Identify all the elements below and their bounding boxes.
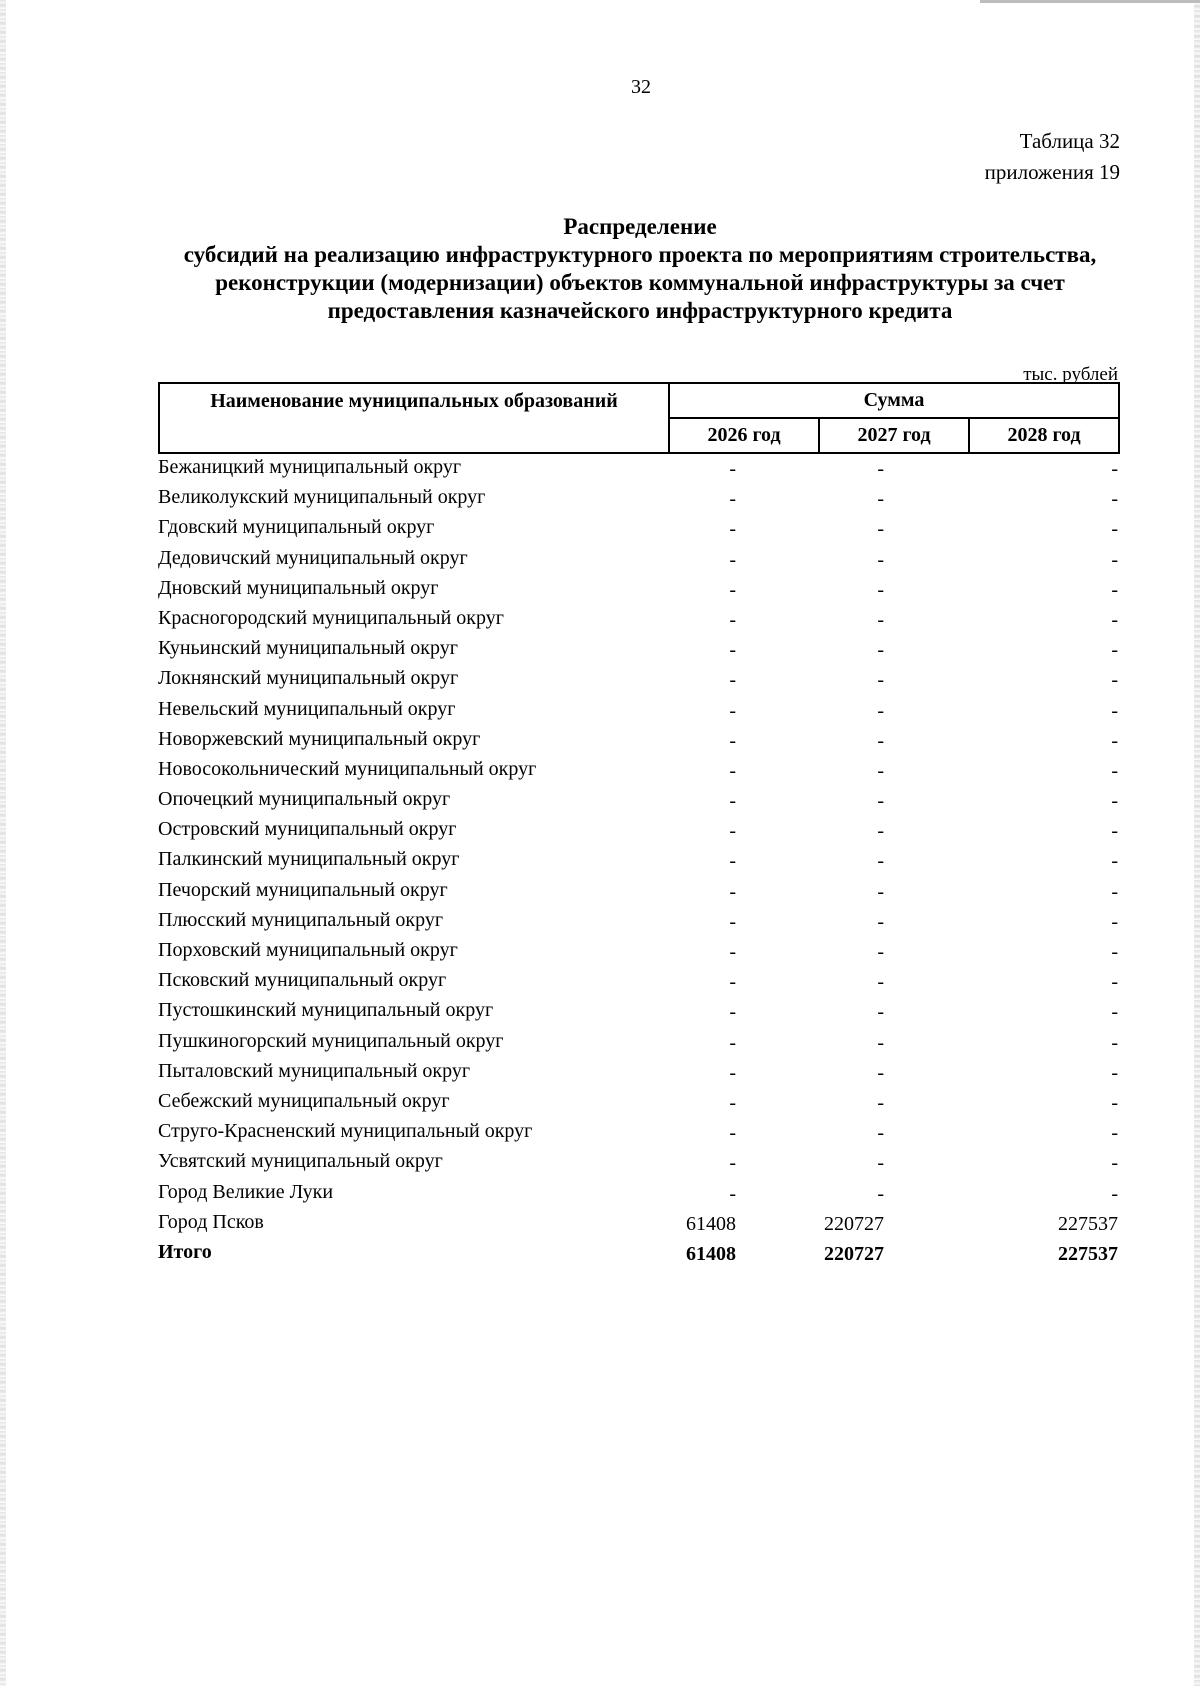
- value-2027: 220727: [824, 1212, 884, 1235]
- value-2028: -: [1111, 971, 1118, 994]
- municipality-name: Опочецкий муниципальный округ: [158, 788, 451, 811]
- value-2026: -: [729, 850, 736, 873]
- value-2028: -: [1111, 790, 1118, 813]
- value-2028: 227537: [1058, 1212, 1118, 1235]
- value-2027: -: [877, 790, 884, 813]
- table-row: [158, 937, 1120, 967]
- value-2026: -: [729, 1152, 736, 1175]
- municipality-name: Пушкиногорский муниципальный округ: [158, 1029, 504, 1052]
- table-row: [158, 1118, 1120, 1148]
- total-2028: 227537: [1058, 1242, 1118, 1265]
- value-2027: -: [877, 458, 884, 480]
- value-2027: -: [877, 941, 884, 963]
- value-2028: -: [1111, 548, 1118, 571]
- value-2026: -: [729, 1122, 736, 1145]
- value-2027: -: [877, 578, 884, 601]
- value-2026: -: [729, 548, 736, 571]
- value-2028: -: [1111, 759, 1118, 782]
- value-2026: -: [729, 1182, 736, 1205]
- value-2026: -: [729, 1001, 736, 1024]
- municipality-name: Куньинский муниципальный округ: [158, 637, 458, 660]
- municipality-name: Струго-Красненский муниципальный округ: [158, 1120, 533, 1143]
- value-2026: -: [729, 639, 736, 662]
- municipality-name: Дновский муниципальный округ: [158, 576, 439, 599]
- table-row: [158, 786, 1120, 816]
- title-line-3: реконструкции (модернизации) объектов коммунальной инфраструктуры за счет: [215, 270, 1065, 295]
- value-2027: -: [877, 880, 884, 903]
- table-row: [158, 1209, 1120, 1239]
- scan-edge-left: [0, 0, 6, 1686]
- value-2028: -: [1111, 1182, 1118, 1205]
- municipality-name: Город Псков: [158, 1210, 264, 1233]
- value-2027: -: [877, 1122, 884, 1145]
- value-2027: -: [877, 518, 884, 541]
- table-row: [158, 756, 1120, 786]
- table-total-row: [158, 1239, 1120, 1269]
- table-row: [158, 967, 1120, 997]
- value-2026: -: [729, 518, 736, 541]
- table-row: [158, 484, 1120, 514]
- header-year-2028: 2028 год: [1007, 424, 1081, 446]
- total-2026: 61408: [686, 1242, 736, 1265]
- municipality-name: Локнянский муниципальный округ: [158, 667, 459, 690]
- value-2026: -: [729, 759, 736, 782]
- total-label: Итого: [158, 1240, 212, 1263]
- value-2027: -: [877, 639, 884, 662]
- municipality-name: Пыталовский муниципальный округ: [158, 1059, 471, 1082]
- value-2027: -: [877, 608, 884, 631]
- value-2028: -: [1111, 488, 1118, 511]
- value-2026: -: [729, 608, 736, 631]
- table-reference: [985, 126, 1120, 188]
- table-row: [158, 605, 1120, 635]
- page-number: 32: [631, 76, 651, 98]
- table-row: [158, 907, 1120, 937]
- value-2028: -: [1111, 880, 1118, 903]
- value-2028: -: [1111, 820, 1118, 843]
- value-2027: -: [877, 699, 884, 722]
- value-2027: -: [877, 1001, 884, 1024]
- value-2026: -: [729, 458, 736, 480]
- value-2026: -: [729, 1061, 736, 1084]
- table-row: [158, 846, 1120, 876]
- value-2028: -: [1111, 1061, 1118, 1084]
- municipality-name: Псковский муниципальный округ: [158, 969, 447, 992]
- table-row: [158, 1088, 1120, 1118]
- table-row: [158, 454, 1120, 484]
- value-2028: -: [1111, 639, 1118, 662]
- value-2028: -: [1111, 1001, 1118, 1024]
- table-row: [158, 997, 1120, 1027]
- value-2026: -: [729, 971, 736, 994]
- municipality-name: Красногородский муниципальный округ: [158, 606, 504, 629]
- value-2027: -: [877, 850, 884, 873]
- value-2028: -: [1111, 669, 1118, 692]
- municipality-name: Усвятский муниципальный округ: [158, 1150, 443, 1173]
- value-2026: -: [729, 820, 736, 843]
- table-row: [158, 665, 1120, 695]
- value-2028: -: [1111, 850, 1118, 873]
- value-2027: -: [877, 820, 884, 843]
- scan-edge-top: [980, 0, 1200, 3]
- municipality-name: Себежский муниципальный округ: [158, 1089, 450, 1112]
- value-2028: -: [1111, 699, 1118, 722]
- municipality-name: Порховский муниципальный округ: [158, 939, 458, 961]
- municipality-name: Бежаницкий муниципальный округ: [158, 456, 462, 478]
- value-2026: -: [729, 669, 736, 692]
- table-body: [158, 454, 1120, 1239]
- municipality-name: Гдовский муниципальный округ: [158, 516, 435, 539]
- table-row: [158, 1058, 1120, 1088]
- value-2027: -: [877, 548, 884, 571]
- title-line-1: Распределение: [563, 214, 717, 239]
- table-row: [158, 545, 1120, 575]
- value-2027: -: [877, 1091, 884, 1114]
- value-2026: -: [729, 1091, 736, 1114]
- value-2027: -: [877, 488, 884, 511]
- table-row: [158, 696, 1120, 726]
- municipality-name: Печорский муниципальный округ: [158, 878, 448, 901]
- value-2026: -: [729, 790, 736, 813]
- value-2026: 61408: [686, 1212, 736, 1235]
- value-2028: -: [1111, 1122, 1118, 1145]
- table-row: [158, 816, 1120, 846]
- scan-edge-right: [1194, 0, 1200, 1686]
- value-2027: -: [877, 669, 884, 692]
- value-2027: -: [877, 1182, 884, 1205]
- value-2026: -: [729, 488, 736, 511]
- value-2028: -: [1111, 729, 1118, 752]
- table-row: [158, 1148, 1120, 1178]
- municipality-name: Островский муниципальный округ: [158, 818, 457, 841]
- table-label: Таблица 32: [1019, 129, 1120, 153]
- municipality-name: Палкинский муниципальный округ: [158, 848, 460, 871]
- table-row: [158, 514, 1120, 544]
- value-2026: -: [729, 1031, 736, 1054]
- unit-label: тыс. рублей: [1023, 364, 1118, 385]
- value-2027: -: [877, 729, 884, 752]
- appendix-label: приложения 19: [984, 160, 1120, 184]
- table-row: [158, 877, 1120, 907]
- total-2027: 220727: [824, 1242, 884, 1265]
- value-2026: -: [729, 880, 736, 903]
- table-row: [158, 575, 1120, 605]
- value-2027: -: [877, 759, 884, 782]
- value-2028: -: [1111, 458, 1118, 480]
- municipality-name: Невельский муниципальный округ: [158, 697, 456, 720]
- distribution-table: [158, 382, 1120, 1269]
- table-row: [158, 726, 1120, 756]
- value-2027: -: [877, 1031, 884, 1054]
- value-2028: -: [1111, 941, 1118, 963]
- value-2026: -: [729, 941, 736, 963]
- header-name-column: Наименование муниципальных образований: [160, 384, 670, 452]
- municipality-name: Дедовичский муниципальный округ: [158, 546, 468, 569]
- value-2027: -: [877, 1152, 884, 1175]
- municipality-name: Великолукский муниципальный округ: [158, 486, 486, 509]
- value-2028: -: [1111, 1152, 1118, 1175]
- value-2026: -: [729, 578, 736, 601]
- header-sum-column: Сумма: [670, 384, 1118, 419]
- value-2027: -: [877, 971, 884, 994]
- value-2026: -: [729, 910, 736, 933]
- document-title: [150, 213, 1130, 325]
- value-2026: -: [729, 699, 736, 722]
- table-row: [158, 1028, 1120, 1058]
- value-2028: -: [1111, 608, 1118, 631]
- municipality-name: Новосокольнический муниципальный округ: [158, 757, 537, 780]
- municipality-name: Пустошкинский муниципальный округ: [158, 999, 494, 1022]
- value-2026: -: [729, 729, 736, 752]
- value-2028: -: [1111, 1091, 1118, 1114]
- municipality-name: Город Великие Луки: [158, 1180, 334, 1203]
- value-2027: -: [877, 910, 884, 933]
- table-row: [158, 1179, 1120, 1209]
- header-year-2027: 2027 год: [820, 419, 970, 452]
- table-header: [158, 382, 1120, 454]
- value-2028: -: [1111, 910, 1118, 933]
- value-2028: -: [1111, 578, 1118, 601]
- value-2028: -: [1111, 518, 1118, 541]
- value-2028: -: [1111, 1031, 1118, 1054]
- value-2027: -: [877, 1061, 884, 1084]
- header-year-2026: 2026 год: [670, 419, 820, 452]
- municipality-name: Плюсский муниципальный округ: [158, 908, 444, 931]
- title-line-2: субсидий на реализацию инфраструктурного проекта по мероприятиям строительства,: [183, 242, 1097, 267]
- municipality-name: Новоржевский муниципальный округ: [158, 727, 481, 750]
- title-line-4: предоставления казначейского инфраструктурного кредита: [327, 298, 953, 323]
- table-row: [158, 635, 1120, 665]
